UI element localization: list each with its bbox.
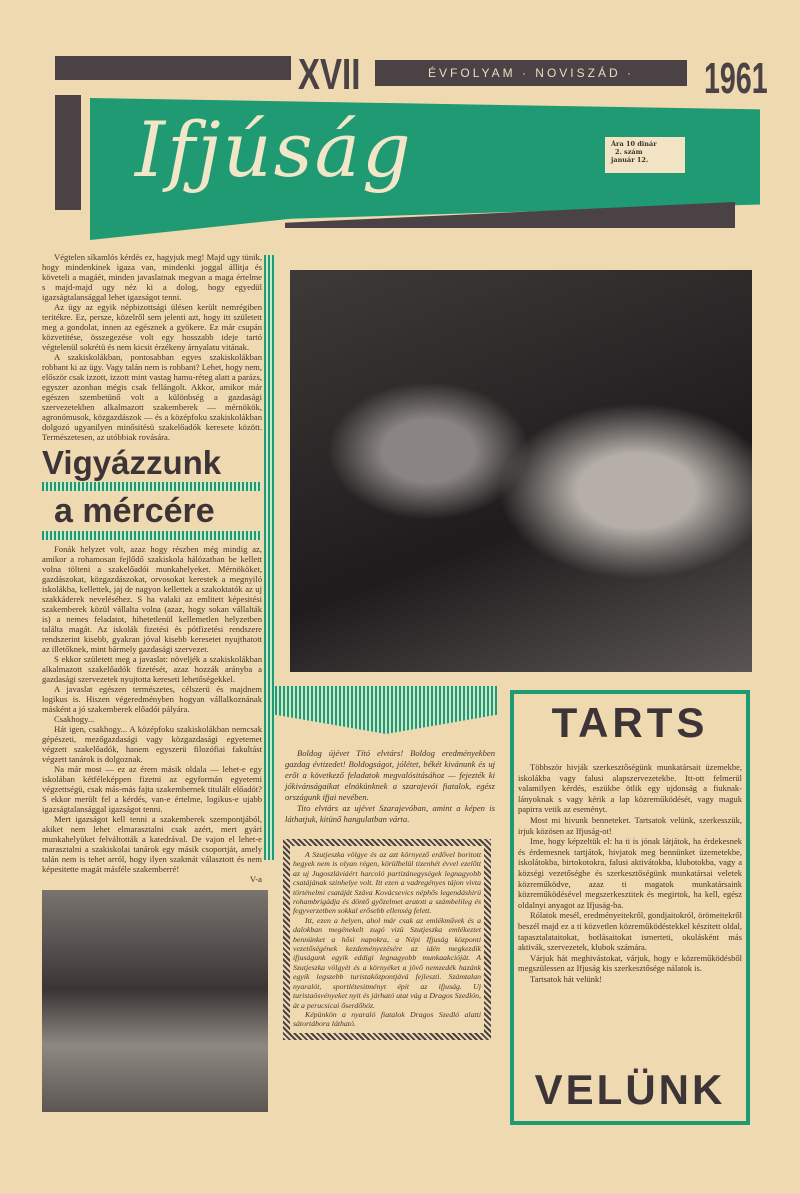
- sutjeska-article: [290, 846, 484, 1033]
- volume-number: XVII: [298, 50, 361, 99]
- masthead-bar-left: [55, 56, 291, 80]
- paragraph: Na már most — ez az érem másik oldala — lehet-e egy iskolában kétféleképpen fizetni az egyformán egyetemi végzettségü, csak más-más fajta szakembernek titulált előadót? S ekkor merült fel a kérdés, van-e értelme, logikus-e ujabb igazságtalansággal igazságot tenni.: [42, 764, 262, 814]
- paragraph: Várjuk hát meghivástokat, várjuk, hogy e közreműködésből megszülessen az Ifjuság kis szerkesztősége nálatok is.: [518, 952, 742, 974]
- box-title-top: TARTS: [551, 699, 709, 746]
- paragraph: Tito elvtárs az ujévet Szarajevóban, amint a képen is láthatjuk, kitünő hangulatban várta.: [285, 803, 495, 824]
- paragraph: Többször hivják szerkesztőségünk munkatársait üzemekbe, iskolákba vagy falusi alapszervezetekbe. Itt-ott felmerül valamilyen kérdés, eszükbe ötlik egy ujdonság a fiuknak-lányoknak s vagy kérik a lap közreműködését, vagy maguk papirra vetik az eseményt.: [518, 762, 742, 815]
- paragraph: Rólatok mesél, eredményeitekről, gondjaitokról, örömeitekről beszél majd ez a ti közvetlen közreműködéstekkel készitett oldal, tapasztalataitokat, botlásaitokat ismerteti, okulásként más aktivák, szervezetek, klubok számára.: [518, 910, 742, 953]
- paragraph: A Szutjeszka völgye és az azt környező erdővel boritott hegyek nem is olyan régen, körülbelül tizenhét évvel ezelőtt az uj Jugoszláviáért harcoló partizánegységek legnagyobb csatájának szinhelye volt. Itt ezen a vadregényes tájon vivta történelmi csatáját Száva Kovácsevics néphős legendáshirü rohambrigádja és döntő győzelmet aratott a számbelileg és fegyverzetben sokkal erősebb ellenség felett.: [293, 850, 481, 916]
- paragraph: Ime, hogy képzeltük el: ha ti is jónak látjátok, ha érdekesnek és érdemesnek tartjátok, hivjatok meg bennünket üzemetekbe, iskolátokba, birtokotokra, falusi aktivátokba, klubotokba, vagy a községi vezetőségbe és szerkesztőségünk munkatársai veletek közreműködve, azaz ti magatok munkatársaink közreműködésével megszerkesztitek és megirtok, ha kell, egész oldalnyi anyagot az Ifjuság-ba.: [518, 836, 742, 910]
- paragraph: Itt, ezen a helyen, ahol már csak az emlékművek és a dalokban megénekelt zugó vizü Szutjeszka emlékeztet bennünket a hősi napokra, a Népi Ifjuság központi vezetőségének kezdeményezésére az idén megkezdik ifjuságunk egyik eddigi legnagyobb munkaakcióját. A Szutjeszka völgyét és a környéket a jövő nemzedék hazánk egyik legszebb turistaközpontjává fejleszti. Számtalan nyaralót, sportlétesitményt épit az ifjuság. Uj turistaösvényeket nyit és járható utat vág a Dragos Szedlón, át a perucsicai őserdőhöz.: [293, 915, 481, 1010]
- tarts-velunk-box: [510, 690, 750, 1125]
- box-text: [518, 762, 742, 1065]
- paragraph: Végtelen síkamlós kérdés ez, hagyjuk meg! Majd ugy tünik, hogy mindenkinek igaza van, mindenki joggal állitja és követeli a magáét, minden javaslatnak megvan a maga értelme s majd-majd ugy néz ki a dolog, hogy egyedül igazságtalansággal lehet igazságot tenni.: [42, 252, 262, 302]
- masthead-band: [375, 60, 687, 86]
- paragraph: Képünkön a nyaraló fiatalok Dragos Szedló alatti sátortábora látható.: [293, 1009, 481, 1029]
- paragraph: Most mi hivunk benneteket. Tartsatok velünk, szerkesszük, irjuk közösen az Ifjuság-ot!: [518, 814, 742, 836]
- lead-body: [42, 544, 262, 884]
- headline-2: a mércére: [54, 492, 215, 530]
- lead-intro: [42, 252, 262, 442]
- photo-camp: [42, 890, 268, 1112]
- rule: [42, 531, 262, 540]
- paragraph: A javaslat egészen természetes, célszerü és majdnem logikus is. Hiszen végeredményben hogyan vállalkoznának másként a jó szakemberek előadói pályára.: [42, 684, 262, 714]
- price-box: [605, 137, 685, 173]
- paragraph: A szakiskolákban, pontosabban egyes szakiskolákban robbant ki az ügy. Vagy talán nem is robbant? Lehet, hogy nem, először csak izzott, izzott mint vastag hamu-réteg alatt a parázs, egyszer azonban mégis csak fellángolt. Akkor, amikor már egészen szembetünő volt a különbség a gazdasági szervezetekben alkalmazott szakemberek — mérnökök, agronómusok, közgazdászok — és a középfoku szakiskolákban dolgozó ugyanilyen minősitésü szakelőadók keresete között. Természetesen, az utóbbiak rovására.: [42, 352, 262, 442]
- photo-tito-new-year: [290, 270, 752, 672]
- masthead-band-text: ÉVFOLYAM · NOVISZÁD ·: [428, 66, 634, 80]
- left-column: [42, 252, 262, 1112]
- box-title-bottom: VELÜNK: [534, 1066, 726, 1113]
- signature: V-a: [249, 874, 262, 884]
- paragraph: Hát igen, csakhogy... A középfoku szakiskolákban nemcsak gépészeti, mezőgazdasági vagy közgazdasági egyetemet végzett szakelőadók, hanem egyszerü filozófiai fakultást végzett tanárok is dolgoznak.: [42, 724, 262, 764]
- paragraph: Tartsatok hát velünk!: [530, 973, 603, 984]
- issue-date: január 12.: [611, 156, 649, 164]
- paragraph: Csakhogy...: [54, 714, 95, 724]
- paragraph: Fonák helyzet volt, azaz hogy részben még mindig az, amikor a rohamosan fejlődő szakiskola hálózatban be kellett volna tölteni a szakelőadói munkahelyeket. Mérnököket, gazdászokat, közgazdászokat, orvosokat kerestek a megnyiló iskolákba, kellettek, jaj de nagyon kellettek a szakoktatók az uj szakkáderek neveléséhez. S ha valaki az emlitett képesitési szakemberek közül vállalta volna (azaz, hogy sokan vállalták is) a nemes feladatot, hihetetlenül kellemetlen helyzetben találta magát. Az iskolák fizetési és pótfizetési rendszere rendszerint kisebb, gyakran jóval kisebb keresetet nyujthatott az illetőknek, mint bármely gazdasági szervezet.: [42, 544, 262, 654]
- issue-number: 2. szám: [615, 148, 643, 156]
- year: 1961: [704, 54, 768, 103]
- column-rule: [264, 255, 275, 860]
- paragraph: Boldog újévet Tító elvtárs! Boldog eredményekben gazdag évtizedet! Boldogságot, jólétet, békét kivánunk és uj erőt a következő feladatok megvalósitásához — fejezték ki jókivánságaikat elnökünknek a szarajevói fiatalok, egész országunk ifjai nevében.: [285, 748, 495, 802]
- decorative-bar: [275, 686, 497, 734]
- rule: [42, 482, 262, 491]
- sutjeska-frame: [283, 839, 491, 1040]
- paragraph: Az ügy az egyik népbizottsági ülésen került nemrégiben teritékre. Ez, persze, közelről sem jelenti azt, hogy itt született meg a gondolat, innen az egésznek a gyökere. Ez már csupán közvetitése, összegezése volt egy hosszabb ideje tartó végtelenül sokrétü és nem kicsit érzékeny árnyalatu vitának.: [42, 302, 262, 352]
- middle-column: [280, 686, 495, 1040]
- paragraph: Mert igazságot kell tenni a szakemberek szempontjából, akiket nem lehet elmarasztalni csak azért, mert gyári munkahelyüket felváltották a katedrával. De vajon el lehet-e marasztalni a szakiskolai tanárok egy másik csoportját, amely talán nem is tehet arról, hogy ilyen szakmát választott és nem képesitette magát másféle szakemberré!: [42, 814, 262, 874]
- photo-caption: [285, 748, 495, 825]
- price: Ára 10 dinár: [611, 140, 657, 148]
- paragraph: S ekkor született meg a javaslat: növeljék a szakiskolákban alkalmazott szakelőadók fizetését, azaz hozzák arányba a gazdasági szervezetek nyujtotta kereseti lehetőségekkel.: [42, 654, 262, 684]
- headline-1: Vigyázzunk: [42, 444, 222, 481]
- newspaper-title: Ifjúság: [135, 105, 413, 194]
- masthead-side-bar: [55, 95, 81, 210]
